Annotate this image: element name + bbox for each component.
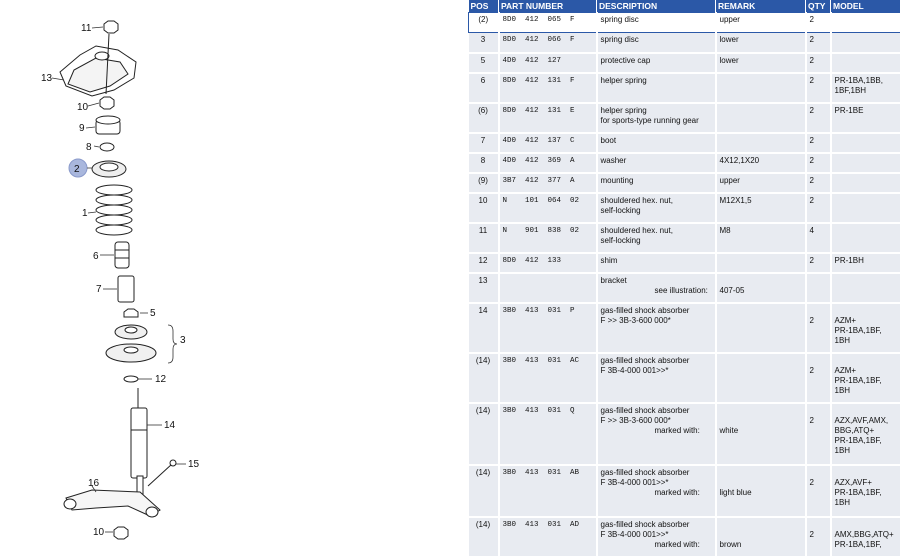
model-cell — [831, 193, 900, 223]
model-cell — [831, 273, 900, 303]
callout-label: 12 — [155, 374, 167, 385]
remark-cell: brown — [716, 517, 806, 557]
model-line: PR-1BA,1BB, — [834, 75, 883, 85]
qty-cell: 2 — [806, 133, 831, 153]
description-detail — [601, 488, 712, 498]
qty-cell: 2 — [806, 193, 831, 223]
remark-cell — [716, 303, 806, 353]
model-cell — [831, 53, 900, 73]
pos-cell: (14) — [469, 517, 499, 557]
model-cell — [831, 103, 900, 133]
model-line: PR-1BA,1BF, — [834, 375, 882, 385]
description-line: gas-filled shock absorber — [600, 405, 690, 415]
description-line: mounting — [600, 175, 634, 185]
description-line: gas-filled shock absorber — [600, 519, 690, 529]
qty-cell — [806, 273, 831, 303]
pos-cell: (9) — [469, 173, 499, 193]
qty-cell: 4 — [806, 223, 831, 253]
qty-cell: 2 — [806, 303, 831, 353]
model-line: PR-1BE — [834, 105, 864, 115]
remark-cell: upper — [716, 173, 806, 193]
description-cell — [597, 133, 716, 153]
callout-label: 16 — [88, 478, 100, 489]
part-number-cell — [499, 273, 597, 303]
model-cell — [831, 403, 900, 465]
part-number-cell: 3B0 413 031 P — [499, 303, 597, 353]
model-line: 1BF,1BH — [834, 85, 867, 95]
column-header-model[interactable]: MODEL — [831, 0, 900, 13]
description-line: F 3B-4-000 001>>* — [600, 529, 669, 539]
description-cell — [597, 403, 716, 465]
remark-cell: 407-05 — [716, 273, 806, 303]
table-row[interactable] — [469, 353, 900, 403]
remark-cell — [716, 73, 806, 103]
description-line: self-locking — [600, 205, 641, 215]
model-line: PR-1BA,1BF, — [834, 435, 882, 445]
remark-cell — [716, 133, 806, 153]
pos-cell: 8 — [469, 153, 499, 173]
table-row[interactable] — [469, 13, 900, 33]
model-line: PR-1BH — [834, 255, 864, 265]
pos-cell: (14) — [469, 403, 499, 465]
table-row[interactable] — [469, 73, 900, 103]
table-row[interactable] — [469, 53, 900, 73]
qty-cell: 2 — [806, 517, 831, 557]
description-line: for sports-type running gear — [600, 115, 699, 125]
description-cell — [597, 173, 716, 193]
model-cell — [831, 153, 900, 173]
description-line: F 3B-4-000 001>>* — [600, 365, 669, 375]
description-cell — [597, 273, 716, 303]
column-header-description[interactable]: DESCRIPTION — [597, 0, 716, 13]
description-line: F >> 3B-3-600 000* — [600, 415, 671, 425]
qty-cell: 2 — [806, 173, 831, 193]
description-cell — [597, 53, 716, 73]
table-row[interactable] — [469, 173, 900, 193]
model-line: AMX,BBG,ATQ+ — [834, 529, 894, 539]
model-line: AZX,AVF,AMX, — [834, 415, 889, 425]
part-number-cell: 3B0 413 031 Q — [499, 403, 597, 465]
model-cell — [831, 13, 900, 33]
remark-cell — [716, 353, 806, 403]
model-cell — [831, 223, 900, 253]
description-line: bracket — [600, 275, 627, 285]
column-header-pos[interactable]: POS — [469, 0, 499, 13]
description-cell — [597, 153, 716, 173]
parts-table — [468, 0, 900, 558]
pos-cell: 5 — [469, 53, 499, 73]
pos-cell: 10 — [469, 193, 499, 223]
table-row[interactable] — [469, 465, 900, 517]
callout-label: 10 — [77, 102, 89, 113]
description-line: shouldered hex. nut, — [600, 195, 673, 205]
parts-list-panel — [468, 0, 900, 559]
part-number-cell: 8D0 412 133 — [499, 253, 597, 273]
qty-cell: 2 — [806, 403, 831, 465]
part-number-cell: 3B0 413 031 AD — [499, 517, 597, 557]
qty-cell: 2 — [806, 465, 831, 517]
description-cell — [597, 13, 716, 33]
remark-cell: white — [716, 403, 806, 465]
description-line: washer — [600, 155, 627, 165]
description-cell — [597, 353, 716, 403]
model-line: AZM+ — [834, 365, 857, 375]
part-number-cell: 4D0 412 137 C — [499, 133, 597, 153]
qty-cell: 2 — [806, 73, 831, 103]
part-number-cell: 8D0 412 131 E — [499, 103, 597, 133]
description-detail — [601, 426, 712, 436]
model-cell — [831, 253, 900, 273]
pos-cell: 12 — [469, 253, 499, 273]
remark-cell: 4X12,1X20 — [716, 153, 806, 173]
remark-cell: lower — [716, 33, 806, 53]
description-line: spring disc — [600, 35, 639, 44]
description-line: self-locking — [600, 235, 641, 245]
table-row[interactable] — [469, 517, 900, 557]
pos-cell: (2) — [469, 13, 499, 33]
qty-cell: 2 — [806, 353, 831, 403]
pos-cell: 14 — [469, 303, 499, 353]
pos-cell: (14) — [469, 353, 499, 403]
description-line: spring disc — [600, 15, 639, 24]
column-header-part-number[interactable]: PART NUMBER — [499, 0, 597, 13]
description-detail — [601, 540, 712, 550]
description-line: shouldered hex. nut, — [600, 225, 673, 235]
model-cell — [831, 517, 900, 557]
detail-key: marked with: — [654, 539, 700, 549]
model-line: PR-1BA,1BF, — [834, 325, 882, 335]
description-cell — [597, 465, 716, 517]
remark-cell: M8 — [716, 223, 806, 253]
remark-cell: M12X1,5 — [716, 193, 806, 223]
pos-cell: 7 — [469, 133, 499, 153]
description-cell — [597, 33, 716, 53]
part-number-cell: N 901 838 02 — [499, 223, 597, 253]
description-line: boot — [600, 135, 617, 145]
description-cell — [597, 253, 716, 273]
model-cell — [831, 133, 900, 153]
column-header-remark[interactable]: REMARK — [716, 0, 806, 13]
callout-label: 11 — [81, 23, 92, 34]
table-row[interactable] — [469, 193, 900, 223]
remark-cell — [716, 253, 806, 273]
model-line: PR-1BA,1BF, — [834, 487, 882, 497]
remark-cell: lower — [716, 53, 806, 73]
description-line: gas-filled shock absorber — [600, 355, 690, 365]
description-line: F 3B-4-000 001>>* — [600, 477, 669, 487]
table-header-row — [469, 0, 900, 13]
callout-label: 9 — [79, 123, 85, 134]
description-cell — [597, 103, 716, 133]
table-row[interactable] — [469, 273, 900, 303]
model-cell — [831, 33, 900, 53]
callout-label: 15 — [188, 459, 200, 470]
table-row[interactable] — [469, 103, 900, 133]
description-line: gas-filled shock absorber — [600, 305, 690, 315]
model-cell — [831, 353, 900, 403]
part-number-cell: 8D0 412 131 F — [499, 73, 597, 103]
callout-label: 8 — [86, 142, 92, 153]
model-line: 1BH — [834, 445, 851, 455]
model-line: AZM+ — [834, 315, 857, 325]
callout-label: 3 — [180, 335, 186, 346]
remark-cell — [716, 103, 806, 133]
part-number-cell: 8D0 412 065 F — [499, 13, 597, 33]
detail-key: see illustration: — [654, 285, 708, 295]
description-line: shim — [600, 255, 618, 265]
model-line: AZX,AVF+ — [834, 477, 872, 487]
model-line: 1BH — [834, 335, 851, 345]
detail-key: marked with: — [654, 425, 700, 435]
model-cell — [831, 173, 900, 193]
callout-label: 10 — [93, 527, 105, 538]
remark-cell: light blue — [716, 465, 806, 517]
model-cell — [831, 465, 900, 517]
description-line: helper spring — [600, 105, 647, 115]
part-number-cell: 3B0 413 031 AB — [499, 465, 597, 517]
description-cell — [597, 73, 716, 103]
description-line: protective cap — [600, 55, 651, 65]
description-line: F >> 3B-3-600 000* — [600, 315, 671, 325]
pos-cell: 3 — [469, 33, 499, 53]
model-cell — [831, 73, 900, 103]
callout-label: 7 — [96, 284, 102, 295]
model-line: 1BH — [834, 497, 851, 507]
qty-cell: 2 — [806, 53, 831, 73]
callout-label: 6 — [93, 251, 99, 262]
description-cell — [597, 517, 716, 557]
model-line: PR-1BA,1BF, — [834, 539, 882, 549]
part-number-cell: 4D0 412 369 A — [499, 153, 597, 173]
description-cell — [597, 223, 716, 253]
remark-cell: upper — [716, 13, 806, 33]
part-number-cell: 3B0 413 031 AC — [499, 353, 597, 403]
part-number-cell: 3B7 412 377 A — [499, 173, 597, 193]
description-cell — [597, 303, 716, 353]
pos-cell: (14) — [469, 465, 499, 517]
description-line: helper spring — [600, 75, 647, 85]
callout-label: 1 — [82, 208, 88, 219]
pos-cell: 6 — [469, 73, 499, 103]
table-row[interactable] — [469, 33, 900, 53]
qty-cell: 2 — [806, 13, 831, 33]
table-row[interactable] — [469, 223, 900, 253]
callout-label: 5 — [150, 308, 156, 319]
part-number-cell: 8D0 412 066 F — [499, 33, 597, 53]
callout-label: 14 — [164, 420, 176, 431]
table-row[interactable] — [469, 303, 900, 353]
detail-key: marked with: — [654, 487, 700, 497]
model-line: BBG,ATQ+ — [834, 425, 875, 435]
description-line: gas-filled shock absorber — [600, 467, 690, 477]
table-row[interactable] — [469, 253, 900, 273]
part-number-cell: 4D0 412 127 — [499, 53, 597, 73]
model-cell — [831, 303, 900, 353]
description-cell — [597, 193, 716, 223]
table-row[interactable] — [469, 133, 900, 153]
description-detail — [601, 286, 712, 296]
model-line: 1BH — [834, 385, 851, 395]
table-row[interactable] — [469, 403, 900, 465]
table-row[interactable] — [469, 153, 900, 173]
pos-cell: (6) — [469, 103, 499, 133]
callout-label: 13 — [41, 73, 53, 84]
qty-cell: 2 — [806, 33, 831, 53]
column-header-qty[interactable]: QTY — [806, 0, 831, 13]
callout-label: 2 — [74, 164, 80, 175]
qty-cell: 2 — [806, 253, 831, 273]
qty-cell: 2 — [806, 103, 831, 133]
part-number-cell: N 101 064 02 — [499, 193, 597, 223]
qty-cell: 2 — [806, 153, 831, 173]
pos-cell: 13 — [469, 273, 499, 303]
pos-cell: 11 — [469, 223, 499, 253]
